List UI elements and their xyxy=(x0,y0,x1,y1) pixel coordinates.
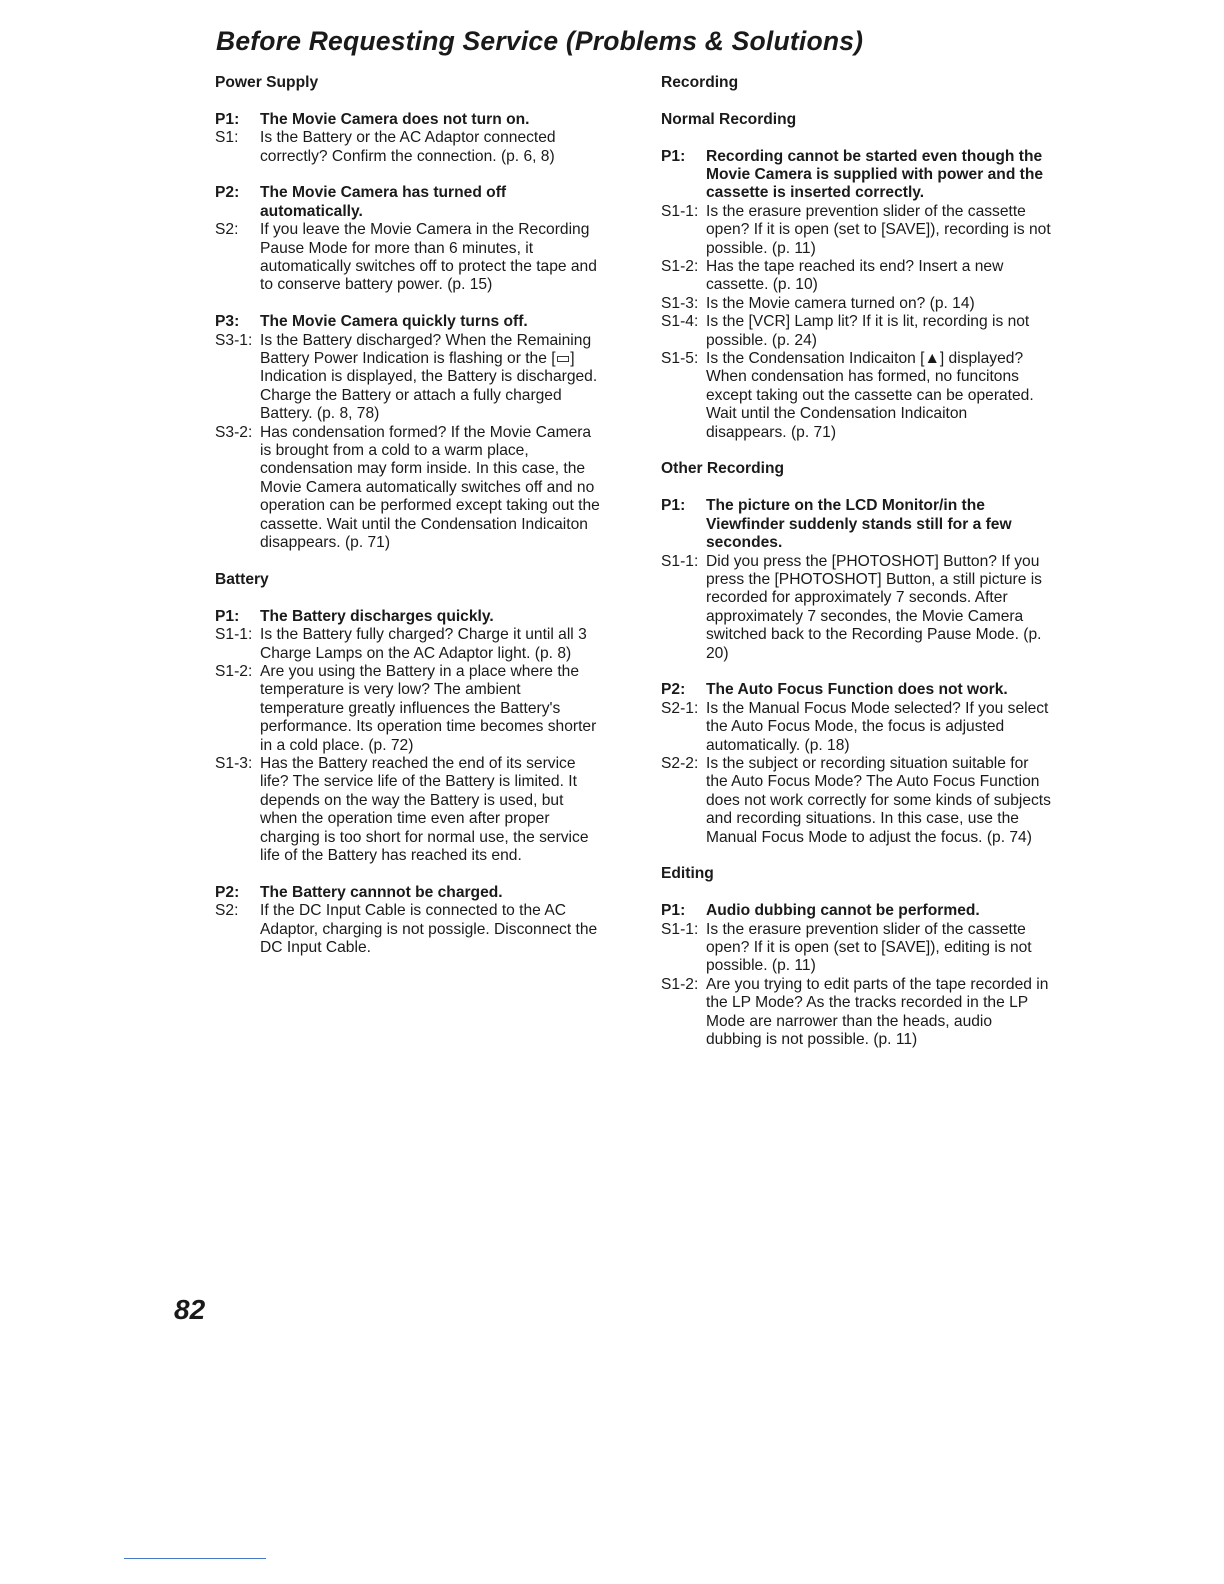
section-heading-recording: Recording xyxy=(661,74,739,91)
problem-row xyxy=(661,497,1051,552)
solution-label: S1-2: xyxy=(215,662,253,680)
problem-text: Recording cannot be started even though the Movie Camera is supplied with power and the cassette is inserted correctly. xyxy=(706,147,1044,202)
solution-row xyxy=(661,350,1051,442)
solution-text: Is the Battery fully charged? Charge it until all 3 Charge Lamps on the AC Adaptor light. (p. 8) xyxy=(260,626,587,662)
subsection-heading: Editing xyxy=(661,865,714,883)
solution-row xyxy=(215,424,600,553)
solution-text: Has the Battery reached the end of its service life? The service life of the Battery is limited. It depends on the way the Battery is used, but when the operation time even after proper charging is too short for normal use, the service life of the Battery has reached its end. xyxy=(260,754,589,864)
problem-row xyxy=(215,184,600,221)
solution-text: Is the Manual Focus Mode selected? If you select the Auto Focus Mode, the focus is adjusted automatically. (p. 18) xyxy=(706,699,1049,754)
solution-text: Is the erasure prevention slider of the cassette open? If it is open (set to [SAVE]), recording is not possible. (p. 11) xyxy=(706,202,1051,257)
subsection-heading: Other Recording xyxy=(661,460,785,478)
page-title: Before Requesting Service (Problems & Solutions) xyxy=(216,26,864,56)
solution-text: Is the erasure prevention slider of the cassette open? If it is open (set to [SAVE]), editing is not possible. (p. 11) xyxy=(706,920,1032,975)
problem-label: P1: xyxy=(661,147,686,165)
problem-text: The Movie Camera does not turn on. xyxy=(260,110,530,128)
problem-text: Audio dubbing cannot be performed. xyxy=(706,902,980,920)
solution-text: Is the subject or recording situation suitable for the Auto Focus Mode? The Auto Focus Function does not work correctly for some kinds of subjects and recording situations. In this case, use the Manual Focus Mode to adjust the focus. (p. 74) xyxy=(706,754,1051,846)
solution-label: S1-1: xyxy=(215,626,253,644)
solution-label: S3-1: xyxy=(215,331,253,349)
solution-row xyxy=(215,129,600,166)
problem-row xyxy=(215,608,600,626)
solution-label: S2: xyxy=(215,221,239,239)
problem-label: P1: xyxy=(215,110,240,128)
problem-label: P1: xyxy=(661,497,686,515)
solution-label: S1-4: xyxy=(661,313,699,331)
solution-row xyxy=(661,553,1051,663)
problem-label: P2: xyxy=(215,883,240,901)
problem-group xyxy=(215,111,600,166)
problem-group xyxy=(661,148,1051,443)
solution-label: S2: xyxy=(215,902,239,920)
section-heading: Power Supply xyxy=(215,74,319,91)
solution-text: Are you trying to edit parts of the tape recorded in the LP Mode? As the tracks recorded in the LP Mode are narrower than the heads, audio dubbing is not possible. (p. 11) xyxy=(706,975,1049,1049)
solution-label: S1: xyxy=(215,129,239,147)
solution-label: S1-5: xyxy=(661,350,699,368)
problem-label: P2: xyxy=(661,681,686,699)
solution-text: Is the Movie camera turned on? (p. 14) xyxy=(706,294,975,312)
problem-group xyxy=(215,884,600,958)
solution-row xyxy=(661,313,1051,350)
solution-label: S1-3: xyxy=(661,294,699,312)
solution-label: S2-1: xyxy=(661,699,699,717)
problem-text: The picture on the LCD Monitor/in the Viewfinder suddenly stands still for a few secondes. xyxy=(706,497,1012,552)
solution-label: S1-3: xyxy=(215,754,253,772)
page-number: 82 xyxy=(174,1294,206,1325)
left-column xyxy=(215,74,600,976)
problem-row xyxy=(215,313,600,331)
solution-label: S1-1: xyxy=(661,920,699,938)
solution-row xyxy=(215,663,600,755)
problem-label: P1: xyxy=(661,902,686,920)
solution-row xyxy=(215,902,600,957)
solution-row xyxy=(661,755,1051,847)
problem-text: The Auto Focus Function does not work. xyxy=(706,681,1008,699)
solution-label: S3-2: xyxy=(215,423,253,441)
solution-text: Are you using the Battery in a place where the temperature is very low? The ambient temperature greatly influences the Battery's performance. Its operation time becomes shorter in a cold place. (p. 72) xyxy=(260,662,597,754)
solution-label: S1-2: xyxy=(661,258,699,276)
footer-rule xyxy=(124,1558,266,1559)
solution-text: Is the Battery discharged? When the Remaining Battery Power Indication is flashing or the [▭] Indication is displayed, the Battery is discharged. Charge the Battery or attach a fully charged Battery. (p. 8, 78) xyxy=(260,331,598,423)
solution-text: If the DC Input Cable is connected to the AC Adaptor, charging is not possigle. Disconnect the DC Input Cable. xyxy=(260,902,598,956)
problem-row xyxy=(661,681,1051,699)
problem-text: The Battery discharges quickly. xyxy=(260,607,494,625)
solution-label: S1-1: xyxy=(661,552,699,570)
solution-row xyxy=(215,755,600,865)
solution-label: S1-1: xyxy=(661,202,699,220)
solution-text: Is the Condensation Indicaiton [▲] displayed? When condensation has formed, no funcitons except taking out the cassette can be operated. Wait until the Condensation Indicaiton disappears. (p. 71) xyxy=(706,350,1034,441)
solution-text: Is the Battery or the AC Adaptor connected correctly? Confirm the connection. (p. 6, 8) xyxy=(260,129,556,165)
solution-label: S2-2: xyxy=(661,754,699,772)
solution-text: If you leave the Movie Camera in the Recording Pause Mode for more than 6 minutes, it automatically switches off to protect the tape and to conserve battery power. (p. 15) xyxy=(260,221,597,294)
problem-group xyxy=(661,902,1051,1049)
problem-row xyxy=(215,884,600,902)
solution-text: Is the [VCR] Lamp lit? If it is lit, recording is not possible. (p. 24) xyxy=(706,313,1030,349)
problem-group xyxy=(215,313,600,552)
problem-label: P1: xyxy=(215,607,240,625)
solution-row xyxy=(215,626,600,663)
problem-group xyxy=(661,681,1051,847)
problem-row xyxy=(215,111,600,129)
solution-label: S1-2: xyxy=(661,975,699,993)
problem-text: The Battery cannnot be charged. xyxy=(260,883,503,901)
problem-label: P3: xyxy=(215,313,240,331)
solution-row xyxy=(215,332,600,424)
subsection-heading: Normal Recording xyxy=(661,110,797,128)
problem-group xyxy=(215,184,600,294)
solution-row xyxy=(661,203,1051,258)
solution-row xyxy=(661,976,1051,1050)
solution-row xyxy=(661,258,1051,295)
problem-group xyxy=(661,497,1051,663)
problem-text: The Movie Camera has turned off automatically. xyxy=(260,184,507,220)
problem-label: P2: xyxy=(215,184,240,202)
problem-row xyxy=(661,902,1051,920)
solution-text: Has the tape reached its end? Insert a new cassette. (p. 10) xyxy=(706,258,1004,294)
solution-row xyxy=(215,221,600,295)
section-heading: Battery xyxy=(215,570,269,588)
right-column xyxy=(661,74,1051,1068)
problem-row xyxy=(661,148,1051,203)
solution-row xyxy=(661,295,1051,313)
solution-text: Has condensation formed? If the Movie Camera is brought from a cold to a warm place, condensation may form inside. In this case, the Movie Camera automatically switches off and no operation can be performed except taking out the cassette. Wait until the Condensation Indicaiton disappears. (p. 71) xyxy=(260,423,600,552)
problem-group xyxy=(215,608,600,866)
solution-text: Did you press the [PHOTOSHOT] Button? If you press the [PHOTOSHOT] Button, a still picture is recorded for approximately 7 seconds. After approximately 7 secondes, the Movie Camera switched back to the Recording Pause Mode. (p. 20) xyxy=(706,552,1042,662)
solution-row xyxy=(661,700,1051,755)
problem-text: The Movie Camera quickly turns off. xyxy=(260,313,528,331)
solution-row xyxy=(661,921,1051,976)
